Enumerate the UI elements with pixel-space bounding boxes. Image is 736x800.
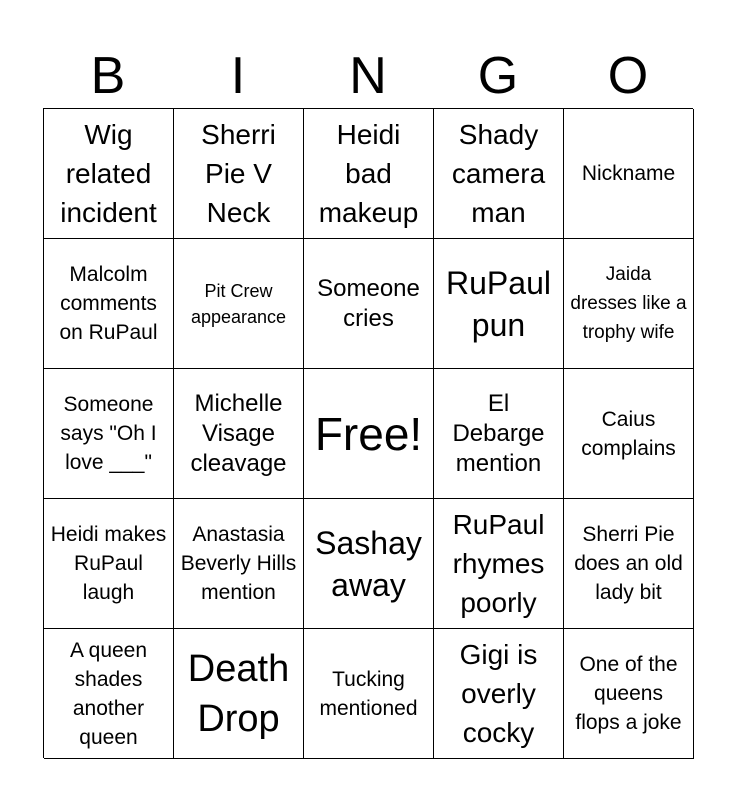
- bingo-cell-5-3[interactable]: [304, 629, 434, 759]
- cell-label: El Debarge mention: [452, 389, 545, 477]
- cell-label: RuPaul rhymes poorly: [452, 509, 545, 618]
- bingo-cell-4-5[interactable]: [564, 499, 694, 629]
- header-letter-n: N: [349, 47, 387, 105]
- cell-label: Anastasia Beverly Hills mention: [180, 523, 297, 604]
- bingo-cell-3-2[interactable]: [174, 369, 304, 499]
- cell-label: Shady camera man: [451, 119, 546, 228]
- bingo-cell-2-3[interactable]: [304, 239, 434, 369]
- cell-label: Wig related incident: [60, 119, 157, 228]
- bingo-cell-3-5[interactable]: [564, 369, 694, 499]
- cell-label: Michelle Visage cleavage: [190, 389, 287, 477]
- bingo-cell-1-5[interactable]: [564, 109, 694, 239]
- cell-label: Free!: [314, 407, 423, 460]
- bingo-cell-2-1[interactable]: [44, 239, 174, 369]
- bingo-cell-5-1[interactable]: [44, 629, 174, 759]
- cell-label: Tucking mentioned: [319, 667, 418, 720]
- header-letter-g: G: [477, 47, 519, 105]
- header-letter-i: I: [230, 47, 246, 105]
- cell-label: Sherri Pie V Neck: [201, 119, 276, 228]
- cell-label: RuPaul pun: [446, 264, 551, 343]
- cell-label: Nickname: [581, 162, 676, 185]
- cell-label: Heidi makes RuPaul laugh: [50, 523, 167, 604]
- bingo-cell-1-4[interactable]: [434, 109, 564, 239]
- cell-label: Sashay away: [315, 524, 422, 603]
- cell-label: Sherri Pie does an old lady bit: [574, 523, 683, 604]
- bingo-cell-2-5[interactable]: [564, 239, 694, 369]
- bingo-cell-3-1[interactable]: [44, 369, 174, 499]
- cell-label: Caius complains: [581, 407, 676, 460]
- bingo-cell-4-4[interactable]: [434, 499, 564, 629]
- bingo-cell-1-2[interactable]: [174, 109, 304, 239]
- bingo-cell-5-4[interactable]: [434, 629, 564, 759]
- cell-label: Someone says "Oh I love ___": [60, 393, 157, 474]
- bingo-cell-4-3[interactable]: [304, 499, 434, 629]
- bingo-cell-4-2[interactable]: [174, 499, 304, 629]
- cell-label: Jaida dresses like a trophy wife: [570, 264, 687, 343]
- bingo-cell-1-3[interactable]: [304, 109, 434, 239]
- cell-label: Pit Crew appearance: [190, 280, 287, 327]
- bingo-card-grid: [43, 108, 693, 758]
- bingo-cell-1-1[interactable]: [44, 109, 174, 239]
- cell-label: Death Drop: [187, 647, 290, 740]
- bingo-cell-5-5[interactable]: [564, 629, 694, 759]
- cell-label: Someone cries: [317, 274, 420, 332]
- cell-label: Gigi is overly cocky: [459, 639, 538, 748]
- cell-label: Heidi bad makeup: [318, 119, 419, 228]
- bingo-cell-2-4[interactable]: [434, 239, 564, 369]
- header-letter-b: B: [90, 47, 126, 105]
- cell-label: One of the queens flops a joke: [575, 653, 682, 734]
- cell-label: Malcolm comments on RuPaul: [59, 263, 158, 344]
- bingo-cell-5-2[interactable]: [174, 629, 304, 759]
- bingo-cell-3-3[interactable]: [304, 369, 434, 499]
- header-letter-o: O: [607, 47, 649, 105]
- bingo-header: [43, 44, 693, 108]
- bingo-cell-2-2[interactable]: [174, 239, 304, 369]
- bingo-cell-3-4[interactable]: [434, 369, 564, 499]
- cell-label: A queen shades another queen: [69, 638, 148, 749]
- bingo-cell-4-1[interactable]: [44, 499, 174, 629]
